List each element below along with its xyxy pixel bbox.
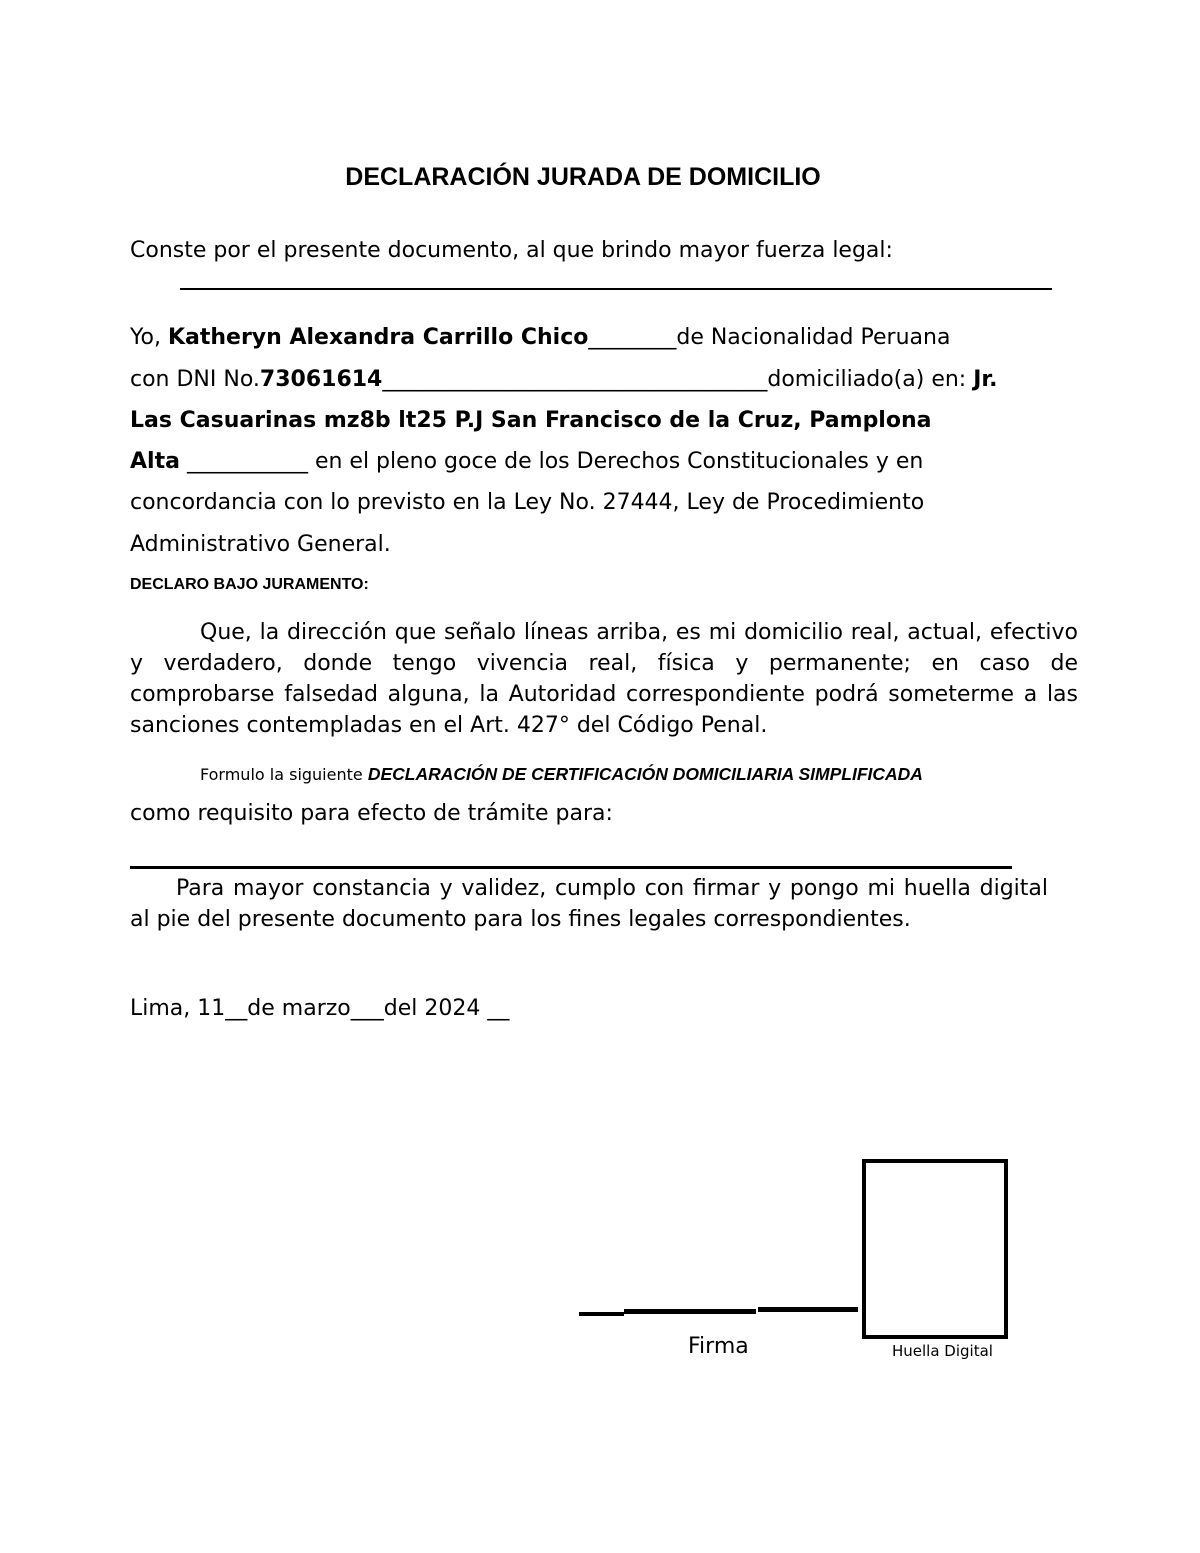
dni-blank: ___________________________________ — [382, 367, 768, 392]
domicile-label: domiciliado(a) en: — [767, 367, 974, 392]
date-blank-3: __ — [480, 996, 510, 1021]
date-blank-2: ___ — [350, 996, 384, 1021]
signature-line-segment — [579, 1312, 624, 1316]
signature-label: Firma — [688, 1334, 749, 1359]
nationality-text: de Nacionalidad Peruana — [676, 325, 951, 350]
signature-line-segment — [758, 1307, 858, 1312]
formulo-lead: Formulo la siguiente — [200, 765, 368, 784]
fingerprint-label: Huella Digital — [892, 1342, 993, 1360]
paragraph-que: Que, la dirección que señalo líneas arriba, es mi domicilio real, actual, efectivo y verdadero, donde tengo vivencia real, física y permanente; en caso de comprobarse falsedad alguna, la Autoridad correspondiente podrá someterme a las sanciones contempladas en el Art. 427° del Código Penal. — [130, 620, 1078, 738]
address-part-1: Jr. — [973, 367, 998, 392]
date-day: 11 — [197, 996, 226, 1021]
address-blank: ___________ — [186, 449, 308, 474]
signature-line-segment — [624, 1309, 756, 1314]
constitutional-rights-text: en el pleno goce de los Derechos Constitucionales y en — [314, 449, 924, 474]
name-blank: ________ — [588, 325, 677, 350]
declarant-name: Katheryn Alexandra Carrillo Chico — [167, 325, 589, 350]
declarant-line-3 — [130, 408, 931, 433]
date-year: 2024 — [424, 996, 481, 1021]
declarant-line-6: Administrativo General. — [130, 532, 391, 557]
date-blank-1: __ — [225, 996, 248, 1021]
address-part-3: Alta — [130, 449, 180, 474]
date-month: marzo — [281, 996, 351, 1021]
formulo-continuation: como requisito para efecto de trámite para: — [130, 801, 613, 826]
certification-type: DECLARACIÓN DE CERTIFICACIÓN DOMICILIARIA SIMPLIFICADA — [367, 764, 923, 784]
dni-number: 73061614 — [259, 367, 383, 392]
dni-label: con DNI No. — [130, 367, 260, 392]
date-city: Lima, — [130, 996, 198, 1021]
declarant-line-2 — [130, 367, 997, 392]
declarant-line-4 — [130, 449, 923, 474]
formulo-line — [200, 764, 923, 785]
declarant-line-5: concordancia con lo previsto en la Ley No. 27444, Ley de Procedimiento — [130, 490, 925, 515]
date-line — [130, 996, 509, 1021]
document-title: DECLARACIÓN JURADA DE DOMICILIO — [345, 163, 821, 191]
intro-text: Conste por el presente documento, al que brindo mayor fuerza legal: — [130, 238, 893, 263]
date-de: de — [247, 996, 282, 1021]
purpose-underline — [130, 866, 1012, 869]
paragraph-constancia: Para mayor constancia y validez, cumplo con firmar y pongo mi huella digital al pie del presente documento para los fines legales correspondientes. — [130, 876, 1048, 932]
declaro-heading: DECLARO BAJO JURAMENTO: — [130, 576, 369, 593]
intro-underline — [180, 288, 1052, 290]
declarant-line-1 — [130, 325, 950, 350]
fingerprint-box — [862, 1159, 1008, 1339]
date-del: del — [383, 996, 425, 1021]
address-part-2: Las Casuarinas mz8b lt25 P.J San Francisco de la Cruz, Pamplona — [130, 408, 932, 433]
yo-text: Yo, — [130, 325, 168, 350]
